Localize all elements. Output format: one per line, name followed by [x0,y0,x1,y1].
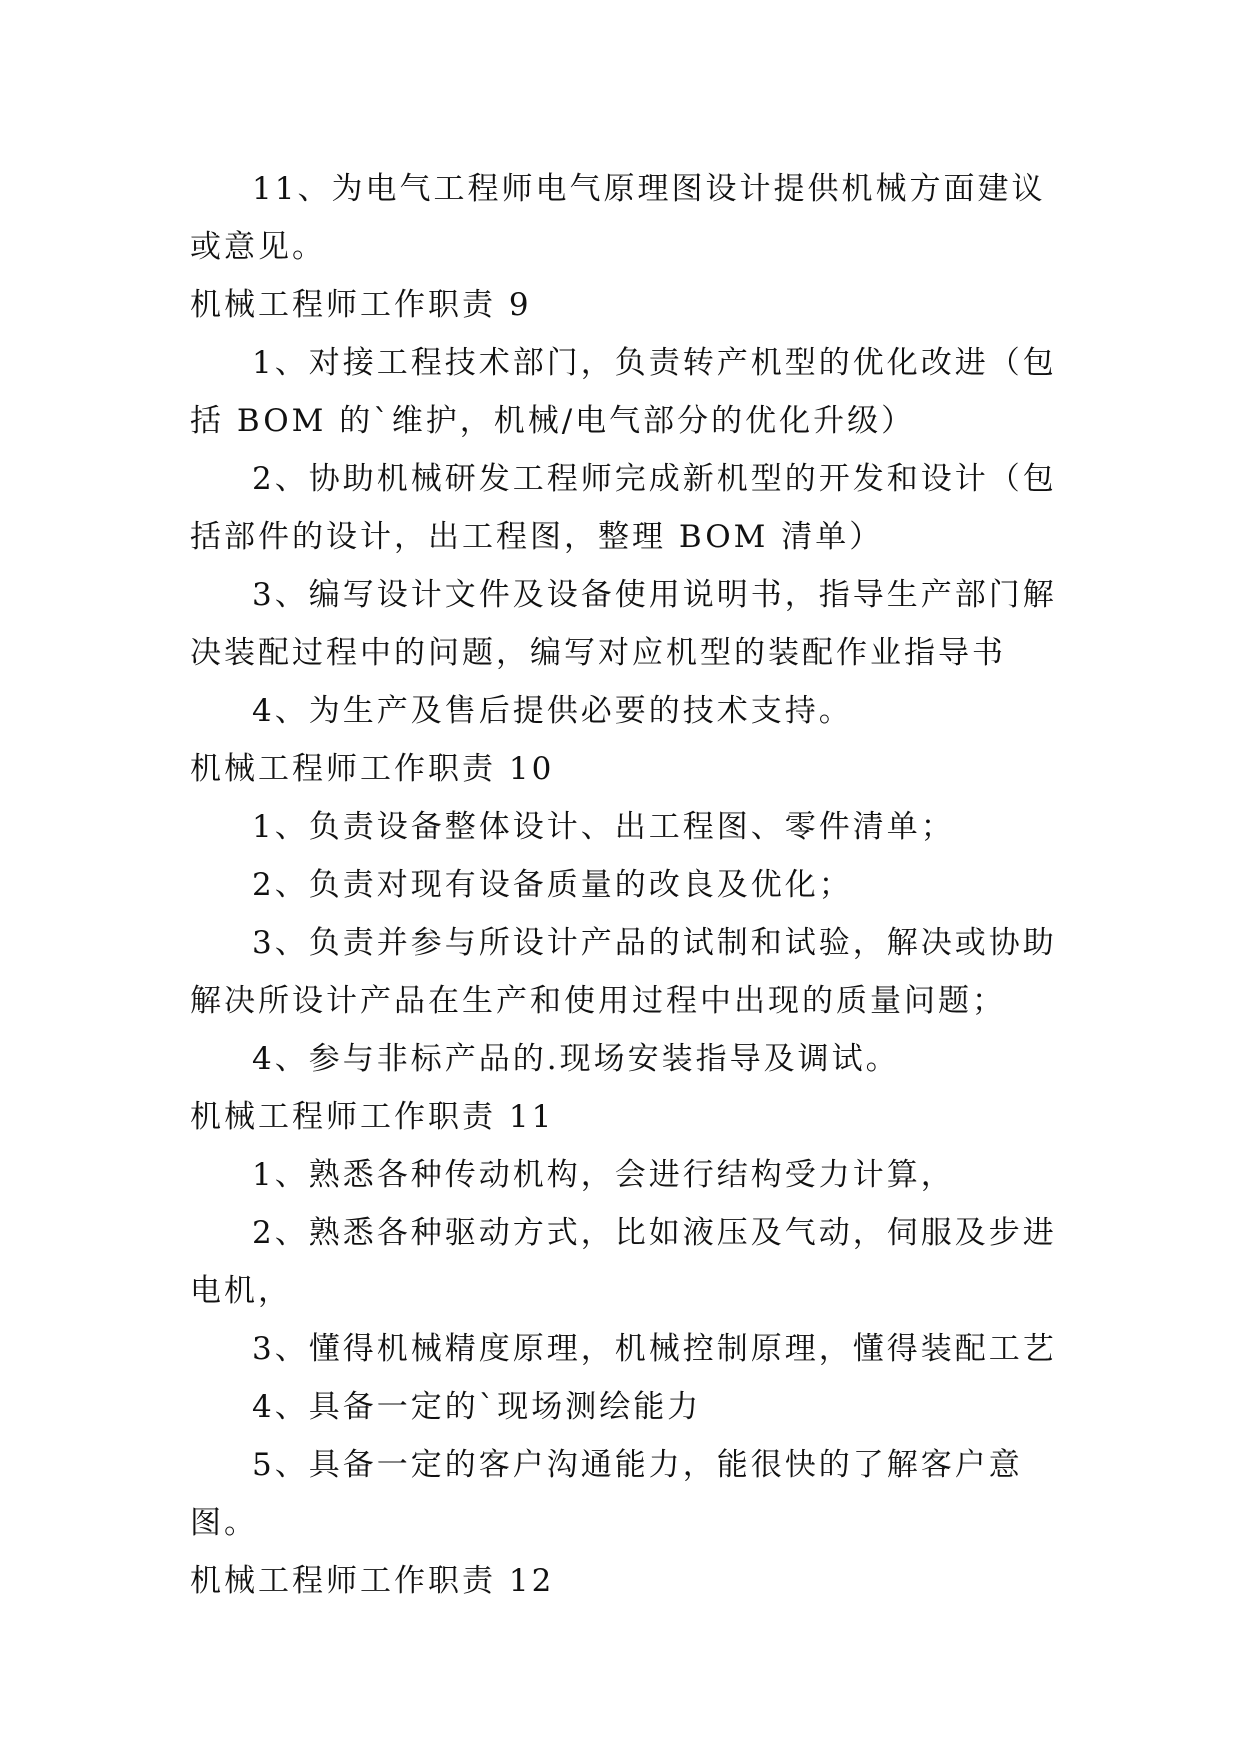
list-item: 4、为生产及售后提供必要的技术支持。 [252,693,853,729]
section-heading: 机械工程师工作职责 11 [190,1099,555,1135]
list-item: 1、对接工程技术部门，负责转产机型的优化改进（包括 BOM 的`维护，机械/电气部分的优化升级） [190,345,1057,439]
section-heading: 机械工程师工作职责 9 [190,287,532,323]
section-heading: 机械工程师工作职责 12 [190,1563,555,1599]
list-item: 3、懂得机械精度原理，机械控制原理，懂得装配工艺 [252,1331,1057,1367]
list-item: 1、熟悉各种传动机构，会进行结构受力计算， [252,1157,955,1193]
document-body [190,160,1058,1610]
list-item: 4、具备一定的`现场测绘能力 [252,1389,702,1425]
list-item: 3、负责并参与所设计产品的试制和试验，解决或协助解决所设计产品在生产和使用过程中出现的质量问题； [190,925,1057,1019]
list-item: 2、协助机械研发工程师完成新机型的开发和设计（包括部件的设计，出工程图，整理 BOM 清单） [190,461,1057,555]
section-heading: 机械工程师工作职责 10 [190,751,555,787]
list-item: 1、负责设备整体设计、出工程图、零件清单； [252,809,955,845]
list-item: 5、具备一定的客户沟通能力，能很快的了解客户意图。 [190,1447,1023,1541]
list-item: 2、负责对现有设备质量的改良及优化； [252,867,853,903]
list-item: 2、熟悉各种驱动方式，比如液压及气动，伺服及步进电机， [190,1215,1057,1309]
list-item: 3、编写设计文件及设备使用说明书，指导生产部门解决装配过程中的问题，编写对应机型的装配作业指导书 [190,577,1057,671]
list-item: 11、为电气工程师电气原理图设计提供机械方面建议或意见。 [190,171,1046,265]
list-item: 4、参与非标产品的.现场安装指导及调试。 [252,1041,900,1077]
